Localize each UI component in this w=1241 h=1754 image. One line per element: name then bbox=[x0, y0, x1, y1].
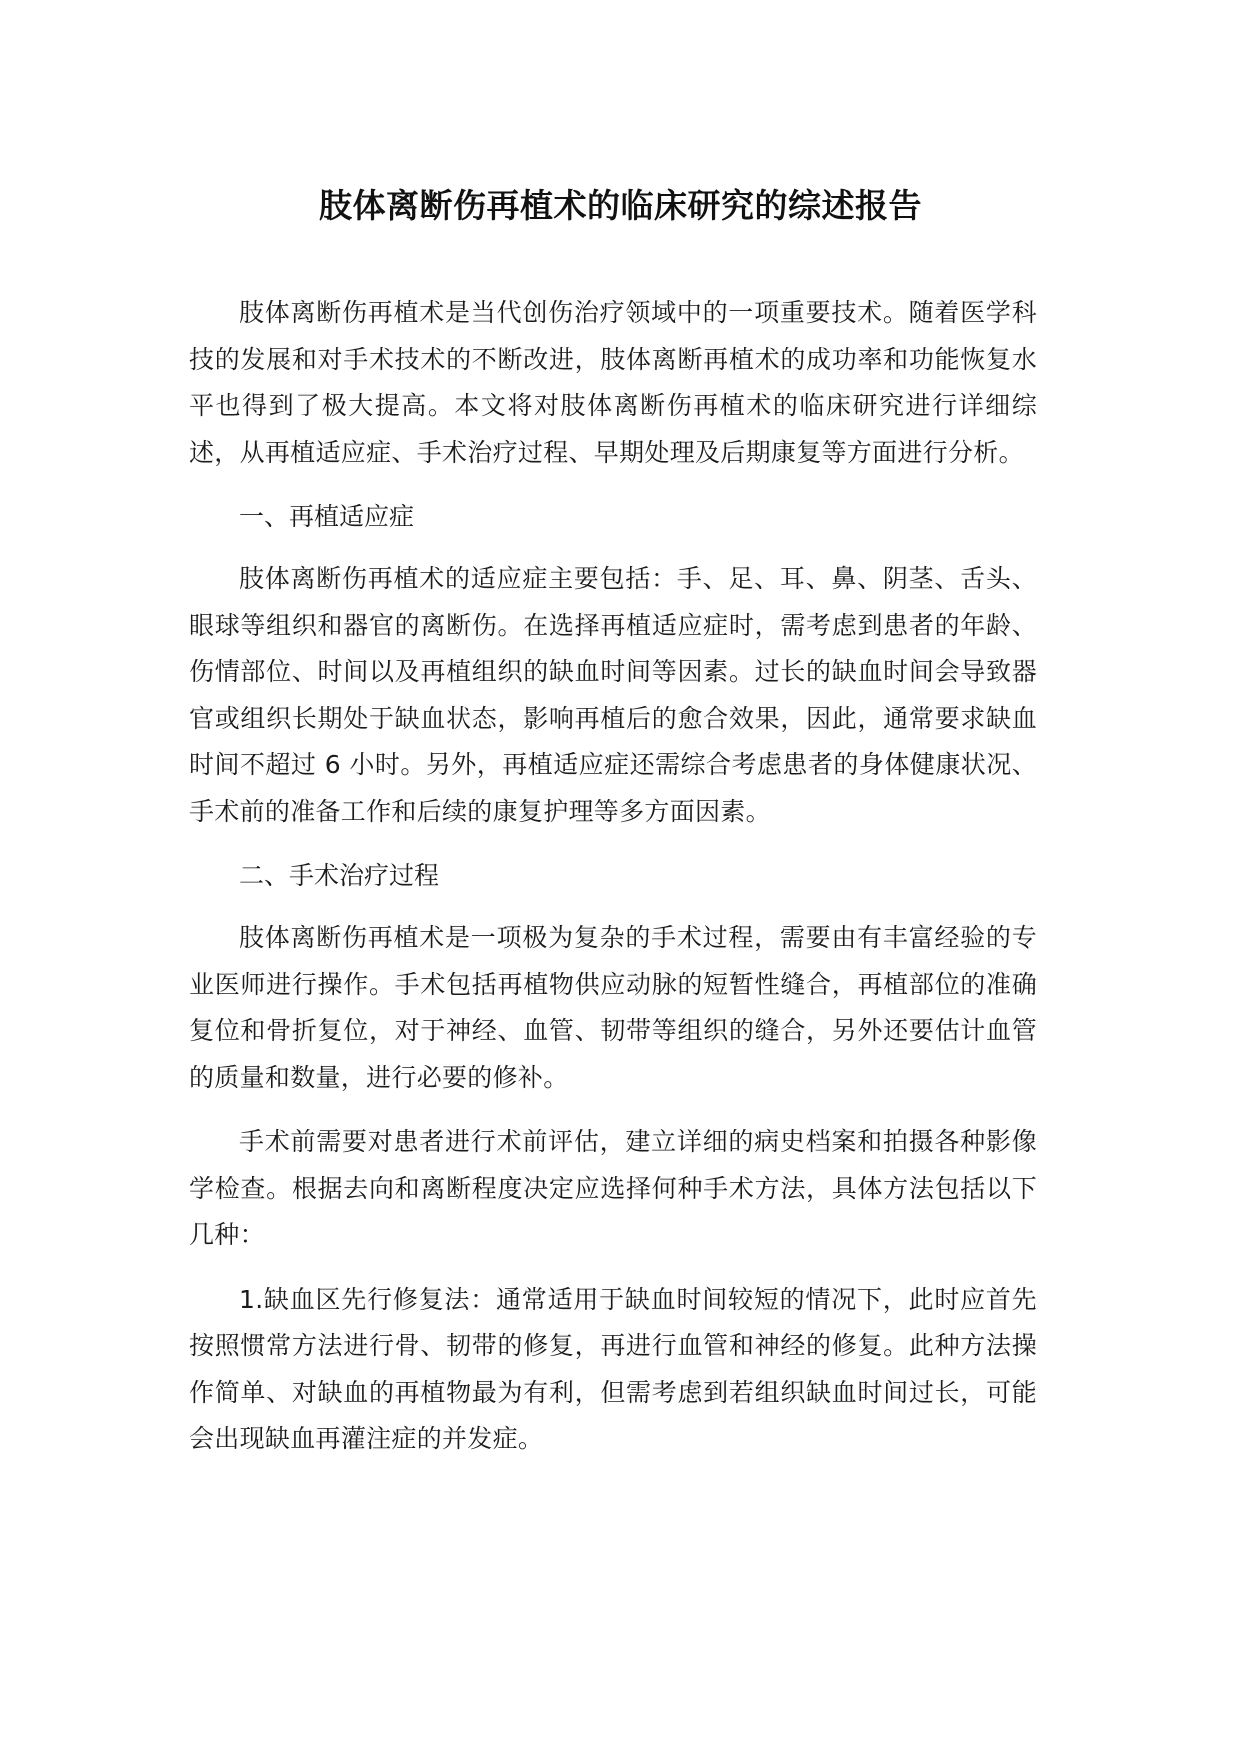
method-1-paragraph: 1.缺血区先行修复法：通常适用于缺血时间较短的情况下，此时应首先按照惯常方法进行骨、韧带的修复，再进行血管和神经的修复。此种方法操作简单、对缺血的再植物最为有利，但需考虑到若组织缺血时间过长，可能会出现缺血再灌注症的并发症。 bbox=[189, 1284, 1037, 1453]
indications-paragraph: 肢体离断伤再植术的适应症主要包括：手、足、耳、鼻、阴茎、舌头、眼球等组织和器官的离断伤。在选择再植适应症时，需考虑到患者的年龄、伤情部位、时间以及再植组织的缺血时间等因素。过长的缺血时间会导致器官或组织长期处于缺血状态，影响再植后的愈合效果，因此，通常要求缺血时间不超过 6 小时。另外，再植适应症还需综合考虑患者的身体健康状况、手术前的准备工作和后续的康复护理等多方面因素。 bbox=[189, 564, 1037, 826]
section-heading-indications: 一、再植适应症 bbox=[239, 502, 415, 531]
document-body bbox=[189, 290, 1037, 1481]
preop-paragraph: 手术前需要对患者进行术前评估，建立详细的病史档案和拍摄各种影像学检查。根据去向和离断程度决定应选择何种手术方法，具体方法包括以下几种： bbox=[189, 1127, 1037, 1249]
section-heading-surgery: 二、手术治疗过程 bbox=[239, 861, 440, 890]
intro-paragraph: 肢体离断伤再植术是当代创伤治疗领域中的一项重要技术。随着医学科技的发展和对手术技术的不断改进，肢体离断再植术的成功率和功能恢复水平也得到了极大提高。本文将对肢体离断伤再植术的临床研究进行详细综述，从再植适应症、手术治疗过程、早期处理及后期康复等方面进行分析。 bbox=[189, 298, 1037, 467]
document-title: 肢体离断伤再植术的临床研究的综述报告 bbox=[319, 186, 922, 225]
surgery-paragraph: 肢体离断伤再植术是一项极为复杂的手术过程，需要由有丰富经验的专业医师进行操作。手术包括再植物供应动脉的短暂性缝合，再植部位的准确复位和骨折复位，对于神经、血管、韧带等组织的缝合，另外还要估计血管的质量和数量，进行必要的修补。 bbox=[189, 923, 1037, 1092]
